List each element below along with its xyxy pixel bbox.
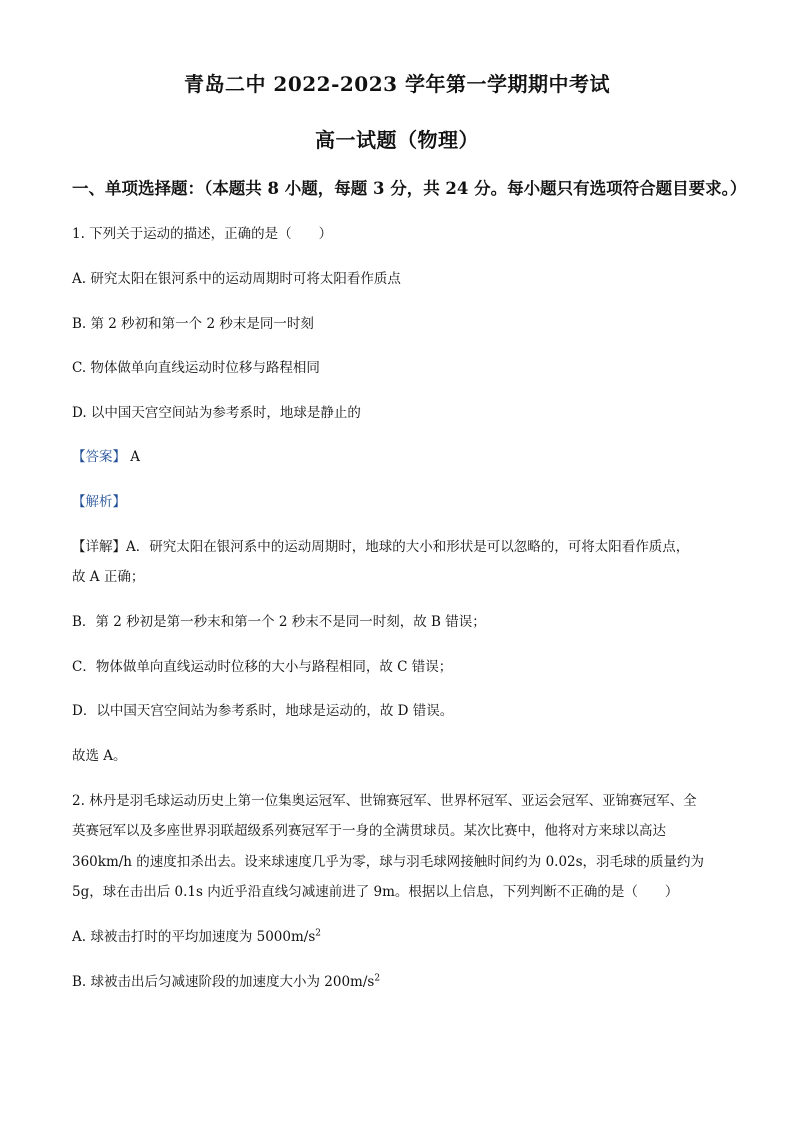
detail-text: A．研究太阳在银河系中的运动周期时，地球的大小和形状是可以忽略的，可将太阳看作质点， <box>126 539 690 555</box>
answer-value: A <box>126 449 141 465</box>
exam-subtitle: 高一试题（物理） <box>315 128 479 152</box>
q2-option-a-exponent: 2 <box>315 928 321 939</box>
tag-open-bracket: 【 <box>72 539 86 555</box>
q2-stem-line-3: 360km/h 的速度扣杀出去。设来球速度几乎为零，球与羽毛球网接触时间约为 0.02s，羽毛球的质量约为 <box>72 854 705 870</box>
answer-tag: 答案 <box>85 449 113 465</box>
q1-stem: 1. 下列关于运动的描述，正确的是（ ） <box>72 226 333 242</box>
q2-option-a <box>72 925 321 945</box>
q2-stem-line-1: 2. 林丹是羽毛球运动历史上第一位集奥运冠军、世锦赛冠军、世界杯冠军、亚运会冠军、亚锦赛冠军、全 <box>72 793 697 809</box>
q1-option-d: D. 以中国天宫空间站为参考系时，地球是静止的 <box>72 405 361 421</box>
q1-detail-line-4: C．物体做单向直线运动时位移的大小与路程相同，故 C 错误； <box>72 659 453 675</box>
q2-option-a-text: A. 球被击打时的平均加速度为 5000m/s <box>72 929 316 945</box>
q1-detail-line-3: B．第 2 秒初是第一秒末和第一个 2 秒末不是同一时刻，故 B 错误； <box>72 614 486 630</box>
q1-option-a: A. 研究太阳在银河系中的运动周期时可将太阳看作质点 <box>72 271 401 287</box>
tag-close-bracket: 】 <box>112 494 126 510</box>
q2-option-b-text: B. 球被击出后匀减速阶段的加速度大小为 200m/s <box>72 974 375 990</box>
q1-detail-line-1 <box>72 535 689 555</box>
tag-close-bracket: 】 <box>112 449 126 465</box>
q1-answer <box>72 445 140 465</box>
analysis-tag: 解析 <box>85 494 113 510</box>
q1-analysis <box>72 490 126 510</box>
section-heading: 一、单项选择题：（本题共 8 小题，每题 3 分，共 24 分。每小题只有选项符合题目要求。） <box>72 179 747 198</box>
tag-open-bracket: 【 <box>72 494 86 510</box>
detail-tag: 详解 <box>85 539 113 555</box>
q2-option-b-exponent: 2 <box>374 973 381 984</box>
q1-detail-line-2: 故 A 正确； <box>72 569 145 585</box>
exam-title: 青岛二中 2022-2023 学年第一学期期中考试 <box>183 72 611 96</box>
q1-detail-line-5: D．以中国天宫空间站为参考系时，地球是运动的，故 D 错误。 <box>72 703 454 719</box>
q2-stem-line-2: 英赛冠军以及多座世界羽联超级系列赛冠军于一身的全满贯球员。某次比赛中，他将对方来球以高达 <box>72 823 666 839</box>
q1-option-b: B. 第 2 秒初和第一个 2 秒末是同一时刻 <box>72 316 314 332</box>
q2-stem-line-4: 5g，球在击出后 0.1s 内近乎沿直线匀减速前进了 9m。根据以上信息，下列判断不正确的是（ ） <box>72 884 679 900</box>
q2-option-b <box>72 970 380 990</box>
tag-close-bracket: 】 <box>112 539 126 555</box>
q1-option-c: C. 物体做单向直线运动时位移与路程相同 <box>72 360 320 376</box>
tag-open-bracket: 【 <box>72 449 86 465</box>
q1-conclusion: 故选 A。 <box>72 748 127 764</box>
